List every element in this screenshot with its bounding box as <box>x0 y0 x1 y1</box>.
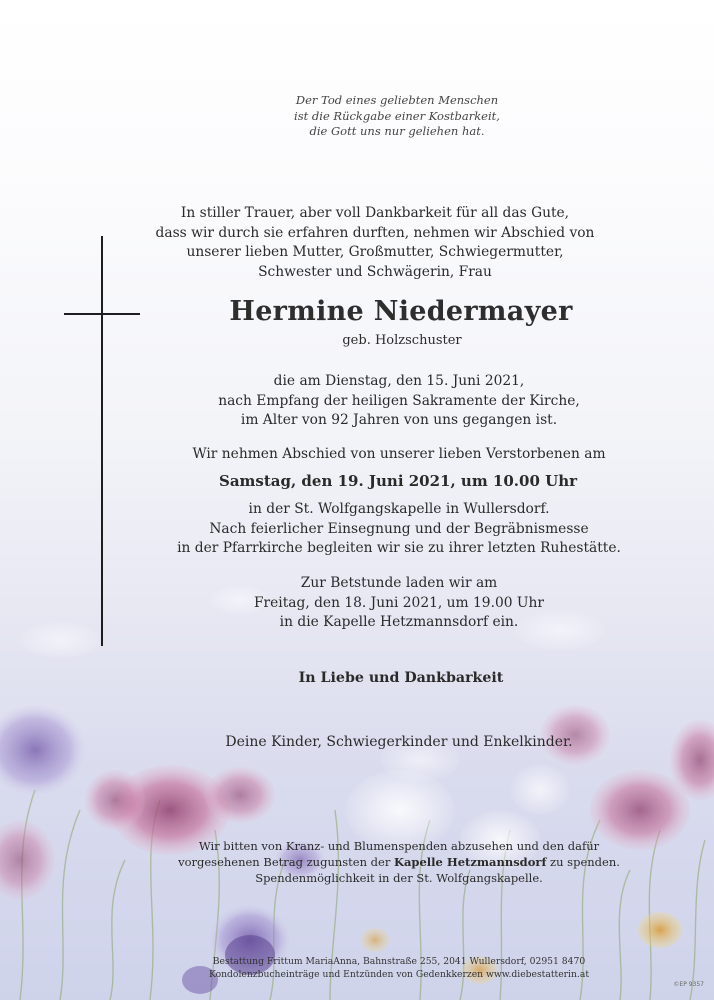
quote-line: ist die Rückgabe einer Kostbarkeit, <box>294 108 500 123</box>
prayer-hour <box>42 574 714 633</box>
prayer-line: Freitag, den 18. Juni 2021, um 19.00 Uhr <box>253 594 545 611</box>
death-line: nach Empfang der heiligen Sakramente der Kirche, <box>218 392 580 409</box>
intro-line: dass wir durch sie erfahren durften, nehmen wir Abschied von <box>155 224 595 241</box>
memorial-quote <box>40 93 714 140</box>
place-line: Nach feierlicher Einsegnung und der Begräbnismesse <box>209 520 589 537</box>
family-signature: Deine Kinder, Schwiegerkinder und Enkelkinder. <box>225 734 573 750</box>
funeral-place <box>42 500 714 559</box>
intro-line: Schwester und Schwägerin, Frau <box>258 263 492 280</box>
donation-notice <box>42 838 714 886</box>
donation-recipient: Kapelle Hetzmannsdorf <box>393 855 547 869</box>
intro-text <box>18 204 714 282</box>
document-code: ©EP 9357 <box>673 981 704 988</box>
place-line: in der Pfarrkirche begleiten wir sie zu ihrer letzten Ruhestätte. <box>177 540 621 556</box>
death-line: im Alter von 92 Jahren von uns gegangen ist. <box>240 412 558 428</box>
donation-line: Wir bitten von Kranz- und Blumenspenden abzusehen und den dafür <box>198 839 600 853</box>
deceased-name: Hermine Niedermayer <box>229 296 573 327</box>
place-line: in der St. Wolfgangskapelle in Wullersdorf. <box>248 501 550 517</box>
intro-line: In stiller Trauer, aber voll Dankbarkeit für all das Gute, <box>180 205 570 221</box>
donation-line <box>42 854 714 870</box>
birth-name: geb. Holzschuster <box>342 333 462 348</box>
funeral-home-info <box>42 955 714 981</box>
prayer-line: Zur Betstunde laden wir am <box>300 575 498 591</box>
closing-phrase: In Liebe und Dankbarkeit <box>298 670 504 686</box>
farewell-announcement: Wir nehmen Abschied von unserer lieben Verstorbenen am <box>192 446 606 462</box>
quote-line: die Gott uns nur geliehen hat. <box>309 124 485 138</box>
donation-post: zu spenden. <box>546 855 620 869</box>
funeral-date: Samstag, den 19. Juni 2021, um 10.00 Uhr <box>218 472 578 490</box>
funeral-home-line: Bestattung Frittum MariaAnna, Bahnstraße 255, 2041 Wullersdorf, 02951 8470 <box>212 956 586 967</box>
donation-pre: vorgesehenen Betrag zugunsten der <box>178 855 394 869</box>
death-details <box>42 372 714 431</box>
funeral-home-line: Kondolenzbucheinträge und Entzünden von Gedenkkerzen www.diebestatterin.at <box>208 969 590 980</box>
quote-line: Der Tod eines geliebten Menschen <box>295 93 499 107</box>
donation-line: Spendenmöglichkeit in der St. Wolfgangskapelle. <box>255 871 543 885</box>
intro-line: unserer lieben Mutter, Großmutter, Schwiegermutter, <box>186 244 564 260</box>
prayer-line: in die Kapelle Hetzmannsdorf ein. <box>279 614 519 630</box>
death-line: die am Dienstag, den 15. Juni 2021, <box>273 373 525 389</box>
